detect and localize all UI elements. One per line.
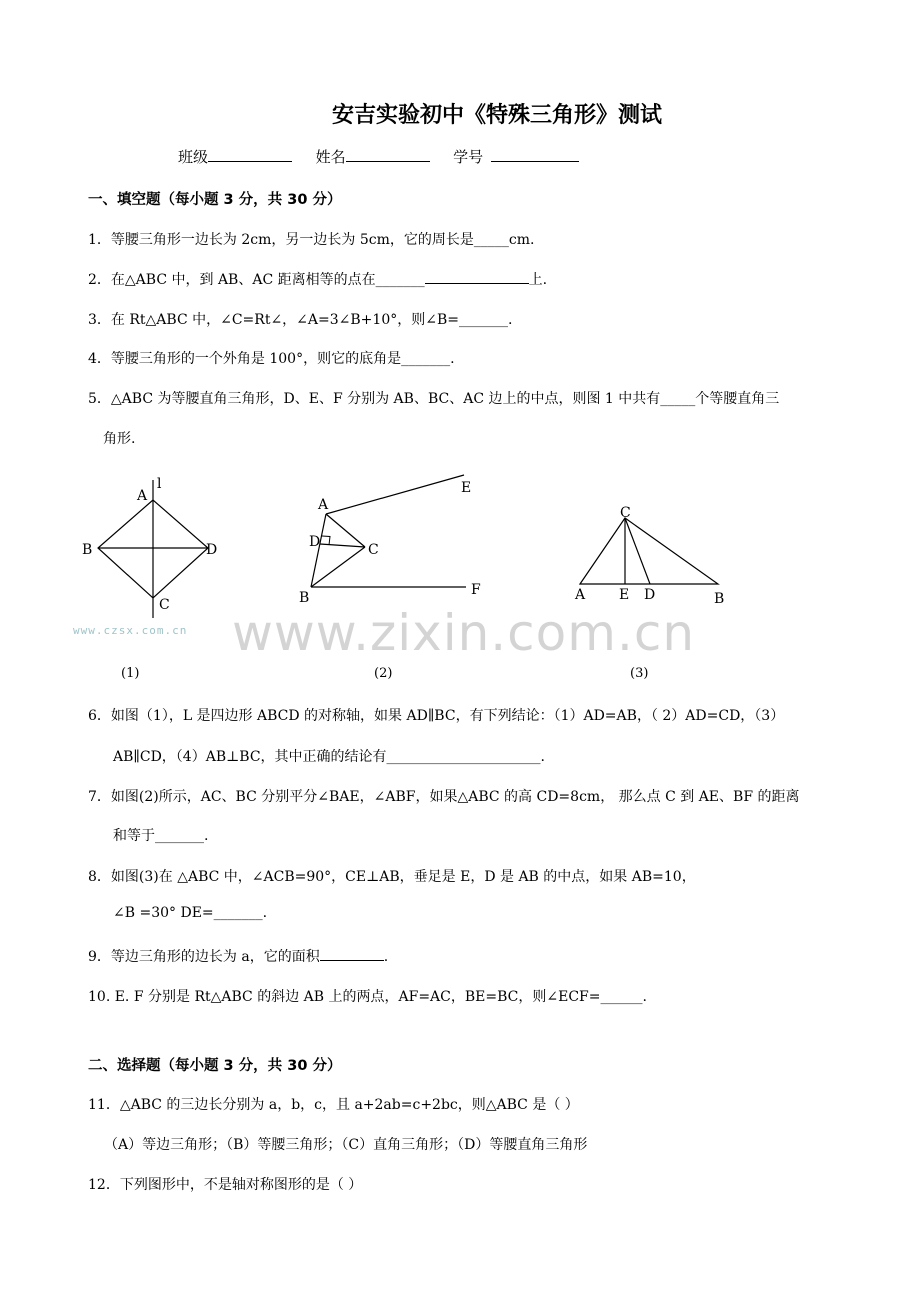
question-12: 12．下列图形中，不是轴对称图形的是（ ） xyxy=(88,1177,363,1193)
fig2-label-b: B xyxy=(299,590,310,606)
question-7-line2: 和等于_______. xyxy=(113,828,209,844)
question-5-line1: 5．△ABC 为等腰直角三角形，D、E、F 分别为 AB、BC、AC 边上的中点，则图 1 中共有_____个等腰直角三 xyxy=(88,391,780,407)
question-1: 1．等腰三角形一边长为 2cm，另一边长为 5cm，它的周长是_____cm. xyxy=(88,232,535,248)
question-9-text: 9．等边三角形的边长为 a，它的面积 xyxy=(88,949,320,965)
question-2-blank xyxy=(425,269,529,284)
id-label: 学号 xyxy=(453,148,484,166)
question-6-line1: 6．如图（1），L 是四边形 ABCD 的对称轴，如果 AD∥BC，有下列结论：（1）AD=AB，（ 2）AD=CD，（3） xyxy=(88,708,785,724)
question-11-options: （A）等边三角形；（B）等腰三角形；（C）直角三角形；（D）等腰直角三角形 xyxy=(104,1137,588,1153)
question-4: 4．等腰三角形的一个外角是 100°，则它的底角是_______. xyxy=(88,351,455,367)
figure-2 xyxy=(295,472,495,607)
fig1-label-c: C xyxy=(159,597,170,613)
fig1-label-b: B xyxy=(82,542,93,558)
question-9 xyxy=(88,946,388,966)
figure-1 xyxy=(75,472,245,622)
question-10: 10. E. F 分别是 Rt△ABC 的斜边 AB 上的两点，AF=AC，BE=BC，则∠ECF=______. xyxy=(88,989,647,1005)
fig3-label-e: E xyxy=(619,587,630,603)
question-2-end: 上. xyxy=(528,272,548,288)
class-label: 班级 xyxy=(178,148,209,166)
fig2-label-c: C xyxy=(368,542,379,558)
question-6-line2: AB∥CD，（4）AB⊥BC，其中正确的结论有______________________. xyxy=(113,749,545,765)
question-8-line2: ∠B =30° DE=_______. xyxy=(113,905,268,921)
question-3: 3．在 Rt△ABC 中，∠C=Rt∠，∠A=3∠B+10°，则∠B=_______. xyxy=(88,312,513,328)
class-blank[interactable] xyxy=(208,147,292,162)
section1-heading: 一、填空题（每小题 3 分，共 30 分） xyxy=(88,192,342,208)
student-info xyxy=(178,146,579,167)
fig3-label-b: B xyxy=(714,591,725,607)
question-9-end: . xyxy=(383,949,389,965)
section2-heading: 二、选择题（每小题 3 分，共 30 分） xyxy=(88,1058,342,1074)
fig1-label-l: l xyxy=(157,476,162,492)
name-blank[interactable] xyxy=(346,147,430,162)
fig2-label-a: A xyxy=(318,497,329,513)
question-2-text: 2．在△ABC 中，到 AB、AC 距离相等的点在_______ xyxy=(88,272,425,288)
question-9-blank xyxy=(320,946,384,961)
question-8-line1: 8．如图(3)在 △ABC 中，∠ACB=90°，CE⊥AB，垂足是 E，D 是 AB 的中点，如果 AB=10， xyxy=(88,869,696,885)
fig2-label-d: D xyxy=(309,534,321,550)
id-blank[interactable] xyxy=(491,147,579,162)
figure-3-caption: (3) xyxy=(630,666,649,681)
page-title: 安吉实验初中《特殊三角形》测试 xyxy=(331,103,662,128)
fig1-label-a: A xyxy=(137,488,148,504)
name-label: 姓名 xyxy=(315,148,346,166)
watermark-small: www.czsx.com.cn xyxy=(73,624,188,637)
fig2-label-f: F xyxy=(471,582,481,598)
fig3-label-a: A xyxy=(575,587,586,603)
watermark-big: www.zixin.com.cn xyxy=(232,604,696,662)
fig1-label-d: D xyxy=(206,542,218,558)
fig3-label-d: D xyxy=(644,587,656,603)
fig3-label-c: C xyxy=(620,505,631,521)
figure-3 xyxy=(570,500,735,610)
figure-2-caption: (2) xyxy=(374,666,393,681)
question-7-line1: 7．如图(2)所示，AC、BC 分别平分∠BAE，∠ABF，如果△ABC 的高 CD=8cm， 那么点 C 到 AE、BF 的距离 xyxy=(88,789,800,805)
figure-1-caption: (1) xyxy=(121,666,140,681)
question-5-line2: 角形. xyxy=(103,431,136,447)
fig2-label-e: E xyxy=(461,480,472,496)
question-11: 11．△ABC 的三边长分别为 a，b，c，且 a+2ab=c+2bc，则△ABC 是（ ） xyxy=(88,1097,579,1113)
question-2 xyxy=(88,269,547,289)
